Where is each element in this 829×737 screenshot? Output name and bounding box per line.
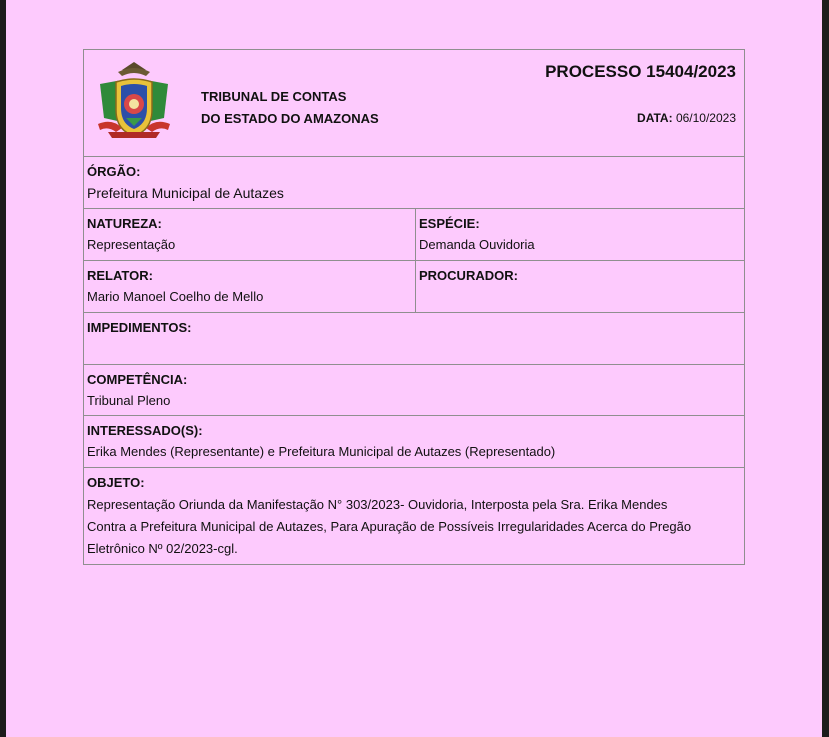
date-value: 06/10/2023 [675, 111, 736, 125]
form-header [84, 50, 744, 156]
relator-procurador-row [84, 260, 744, 312]
orgao-row [84, 156, 744, 208]
coat-of-arms-icon [92, 58, 176, 142]
interessados-row [84, 415, 744, 467]
procurador-label: PROCURADOR: [419, 268, 518, 283]
objeto-text [87, 494, 744, 560]
relator-value: Mario Manoel Coelho de Mello [87, 289, 264, 304]
objeto-line-3: Eletrônico Nº 02/2023-cgl. [87, 541, 238, 556]
especie-cell [416, 209, 744, 260]
impedimentos-label: IMPEDIMENTOS: [87, 320, 192, 335]
impedimentos-cell [84, 313, 744, 364]
orgao-cell [84, 157, 744, 208]
natureza-label: NATUREZA: [87, 216, 162, 231]
especie-value: Demanda Ouvidoria [419, 237, 535, 252]
procurador-cell [416, 261, 744, 312]
orgao-label: ÓRGÃO: [87, 164, 141, 179]
objeto-line-1: Representação Oriunda da Manifestação N° 303/2023- Ouvidoria, Interposta pela Sra. Erika Mendes [87, 497, 668, 512]
natureza-cell [84, 209, 416, 260]
especie-label: ESPÉCIE: [419, 216, 480, 231]
competencia-row [84, 364, 744, 415]
document-page [6, 0, 822, 737]
organization-name [201, 86, 379, 130]
process-number: PROCESSO 15404/2023 [545, 62, 736, 81]
interessados-label: INTERESSADO(S): [87, 423, 203, 438]
process-date [637, 111, 736, 125]
interessados-value: Erika Mendes (Representante) e Prefeitura Municipal de Autazes (Representado) [87, 444, 556, 459]
orgao-value: Prefeitura Municipal de Autazes [87, 185, 284, 201]
objeto-line-2: Contra a Prefeitura Municipal de Autazes, Para Apuração de Possíveis Irregularidades Acerca do Pregão [87, 519, 692, 534]
natureza-especie-row [84, 208, 744, 260]
org-line-2: DO ESTADO DO AMAZONAS [201, 111, 379, 126]
process-form [83, 49, 745, 565]
competencia-label: COMPETÊNCIA: [87, 372, 188, 387]
relator-label: RELATOR: [87, 268, 153, 283]
objeto-cell [84, 468, 744, 564]
objeto-row [84, 467, 744, 564]
objeto-label: OBJETO: [87, 475, 145, 490]
competencia-cell [84, 365, 744, 415]
date-label: DATA: [637, 111, 673, 125]
competencia-value: Tribunal Pleno [87, 393, 171, 408]
interessados-cell [84, 416, 744, 467]
org-line-1: TRIBUNAL DE CONTAS [201, 89, 347, 104]
relator-cell [84, 261, 416, 312]
natureza-value: Representação [87, 237, 176, 252]
impedimentos-row [84, 312, 744, 364]
